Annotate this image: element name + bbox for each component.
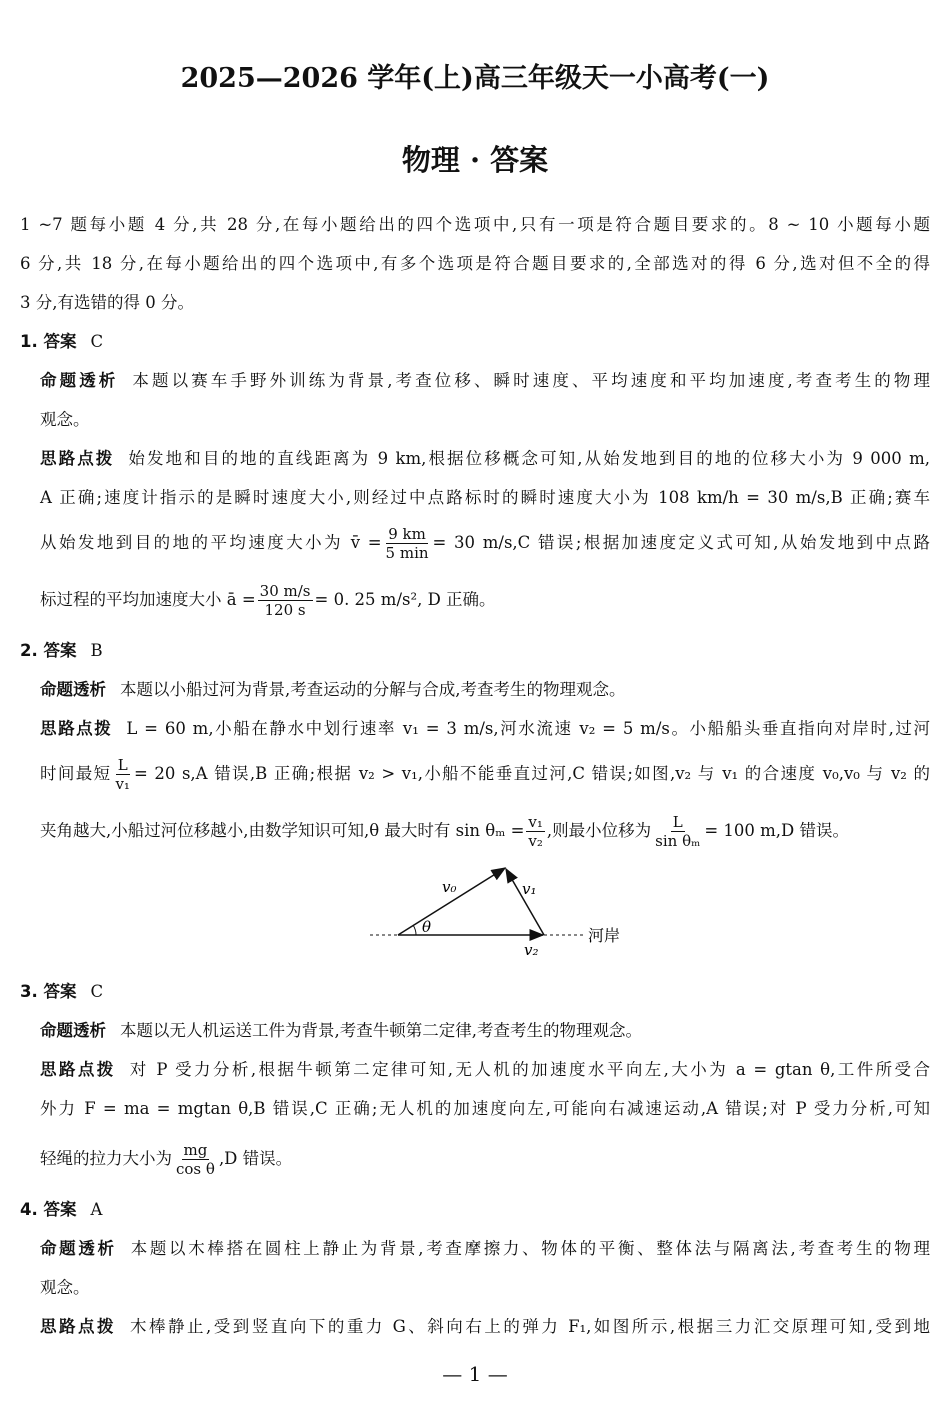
fraction-denominator: v₂ <box>528 832 543 850</box>
section-label: 思路点拨 <box>40 1317 117 1336</box>
text-run: 标过程的平均加速度大小 ā = <box>40 590 256 609</box>
page-number: — 1 — <box>442 1362 508 1386</box>
section-label: 1. 答案 <box>20 332 77 351</box>
theta-label: θ <box>422 918 432 936</box>
text-run: 本题以木棒搭在圆柱上静止为背景,考查摩擦力、物体的平衡、整体法与隔离法,考查考生的物理 <box>130 1239 930 1258</box>
v1-label: v₁ <box>522 880 537 898</box>
fraction-denominator: 120 s <box>264 601 306 619</box>
theta-arc <box>413 925 416 935</box>
text-run: 外力 F = ma = mgtan θ,B 错误,C 正确;无人机的加速度向左,可能向右减速运动,A 错误;对 P 受力分析,可知 <box>40 1099 930 1118</box>
fraction <box>526 813 545 850</box>
fraction-denominator: cos θ <box>176 1160 215 1178</box>
fraction <box>174 1141 217 1178</box>
text-line <box>20 1011 930 1050</box>
answer-content <box>20 205 930 1346</box>
text-run: A <box>90 1200 103 1219</box>
fraction-numerator: 9 km <box>388 525 426 543</box>
section-label: 4. 答案 <box>20 1200 77 1219</box>
text-line <box>20 1089 930 1128</box>
fraction-numerator: L <box>672 813 683 831</box>
answer-heading <box>20 972 930 1011</box>
section-label: 思路点拨 <box>40 719 113 738</box>
v2-label: v₂ <box>524 941 539 959</box>
text-run: 对 P 受力分析,根据牛顿第二定律可知,无人机的加速度水平向左,大小为 a = gtan θ,工件所受合 <box>129 1060 930 1079</box>
text-run: 3 分,有选错的得 0 分。 <box>20 293 194 312</box>
text-line <box>20 1268 930 1307</box>
fraction-numerator: L <box>117 756 128 774</box>
text-run: = 30 m/s,C 错误;根据加速度定义式可知,从始发地到中点路 <box>432 533 930 552</box>
text-run: = 100 m,D 错误。 <box>704 821 849 840</box>
fraction-denominator: 5 min <box>385 544 429 562</box>
fraction-numerator: v₁ <box>528 813 543 831</box>
text-line <box>20 748 930 800</box>
text-line <box>20 1307 930 1346</box>
text-line <box>20 1128 930 1190</box>
text-run: ,则最小位移为 <box>546 821 652 840</box>
text-run: C <box>90 332 104 351</box>
text-line <box>20 244 930 283</box>
section-label: 命题透析 <box>40 1239 117 1258</box>
text-line <box>20 800 930 862</box>
text-run: A 正确;速度计指示的是瞬时速度大小,则经过中点路标时的瞬时速度大小为 108 km/h = 30 m/s,B 正确;赛车 <box>40 488 930 507</box>
text-run: 时间最短 <box>40 764 112 783</box>
text-run: 夹角越大,小船过河位移越小,由数学知识可知,θ 最大时有 sin θₘ = <box>40 821 525 840</box>
section-label: 命题透析 <box>40 371 119 390</box>
answer-heading <box>20 1190 930 1229</box>
section-label: 命题透析 <box>40 1021 106 1040</box>
v0-label: v₀ <box>442 878 457 896</box>
text-run: 观念。 <box>40 1278 90 1297</box>
fraction <box>258 582 313 619</box>
text-line <box>20 569 930 631</box>
text-run: 木棒静止,受到竖直向下的重力 G、斜向右上的弹力 F₁,如图所示,根据三力汇交原理可知,受到地 <box>130 1317 931 1336</box>
section-label: 2. 答案 <box>20 641 77 660</box>
fraction-numerator: 30 m/s <box>259 582 311 600</box>
text-run: 本题以无人机运送工件为背景,考查牛顿第二定律,考查考生的物理观念。 <box>120 1021 642 1040</box>
velocity-triangle-svg <box>350 862 650 967</box>
v1-arrow <box>506 869 544 935</box>
text-line <box>20 1050 930 1089</box>
text-run: 观念。 <box>40 410 90 429</box>
river-bank-label: 河岸 <box>588 926 621 945</box>
text-line <box>20 361 930 400</box>
text-line <box>20 1229 930 1268</box>
text-line <box>20 205 930 244</box>
fraction <box>113 756 132 793</box>
fraction <box>653 813 702 850</box>
text-run: ,D 错误。 <box>218 1149 293 1168</box>
section-label: 思路点拨 <box>40 449 115 468</box>
document-title: 2025—2026 学年(上)高三年级天一小高考(一) <box>180 63 770 94</box>
text-run: 6 分,共 18 分,在每小题给出的四个选项中,有多个选项是符合题目要求的,全部选对的得 6 分,选对但不全的得 <box>20 254 930 273</box>
text-run: C <box>90 982 104 1001</box>
text-run: B <box>90 641 103 660</box>
answer-heading <box>20 631 930 670</box>
fraction-numerator: mg <box>183 1141 208 1159</box>
text-run: 轻绳的拉力大小为 <box>40 1149 172 1168</box>
fraction-denominator: sin θₘ <box>655 832 701 850</box>
text-line <box>20 439 930 478</box>
text-run: = 0. 25 m/s², D 正确。 <box>314 590 496 609</box>
text-line <box>20 400 930 439</box>
text-run: 始发地和目的地的直线距离为 9 km,根据位移概念可知,从始发地到目的地的位移大小为 9 000 m, <box>128 449 930 468</box>
document-subtitle: 物理 · 答案 <box>401 143 549 177</box>
fraction <box>384 525 431 562</box>
text-run: = 20 s,A 错误,B 正确;根据 v₂ > v₁,小船不能垂直过河,C 错误;如图,v₂ 与 v₁ 的合速度 v₀,v₀ 与 v₂ 的 <box>133 764 931 783</box>
text-run: L = 60 m,小船在静水中划行速率 v₁ = 3 m/s,河水流速 v₂ = 5 m/s。小船船头垂直指向对岸时,过河 <box>126 719 930 738</box>
text-line <box>20 709 930 748</box>
text-line <box>20 517 930 569</box>
section-label: 3. 答案 <box>20 982 77 1001</box>
section-label: 思路点拨 <box>40 1060 116 1079</box>
fraction-denominator: v₁ <box>115 775 130 793</box>
text-run: 本题以赛车手野外训练为背景,考查位移、瞬时速度、平均速度和平均加速度,考查考生的物理 <box>132 371 930 390</box>
text-run: 本题以小船过河为背景,考查运动的分解与合成,考查考生的物理观念。 <box>120 680 626 699</box>
text-line <box>20 670 930 709</box>
text-line <box>20 283 930 322</box>
text-line <box>20 478 930 517</box>
text-run: 从始发地到目的地的平均速度大小为 v̄ = <box>40 533 382 552</box>
section-label: 命题透析 <box>40 680 106 699</box>
vector-diagram <box>20 862 930 972</box>
text-run: 1 ~7 题每小题 4 分,共 28 分,在每小题给出的四个选项中,只有一项是符合题目要求的。8 ~ 10 小题每小题 <box>20 215 930 234</box>
answer-heading <box>20 322 930 361</box>
